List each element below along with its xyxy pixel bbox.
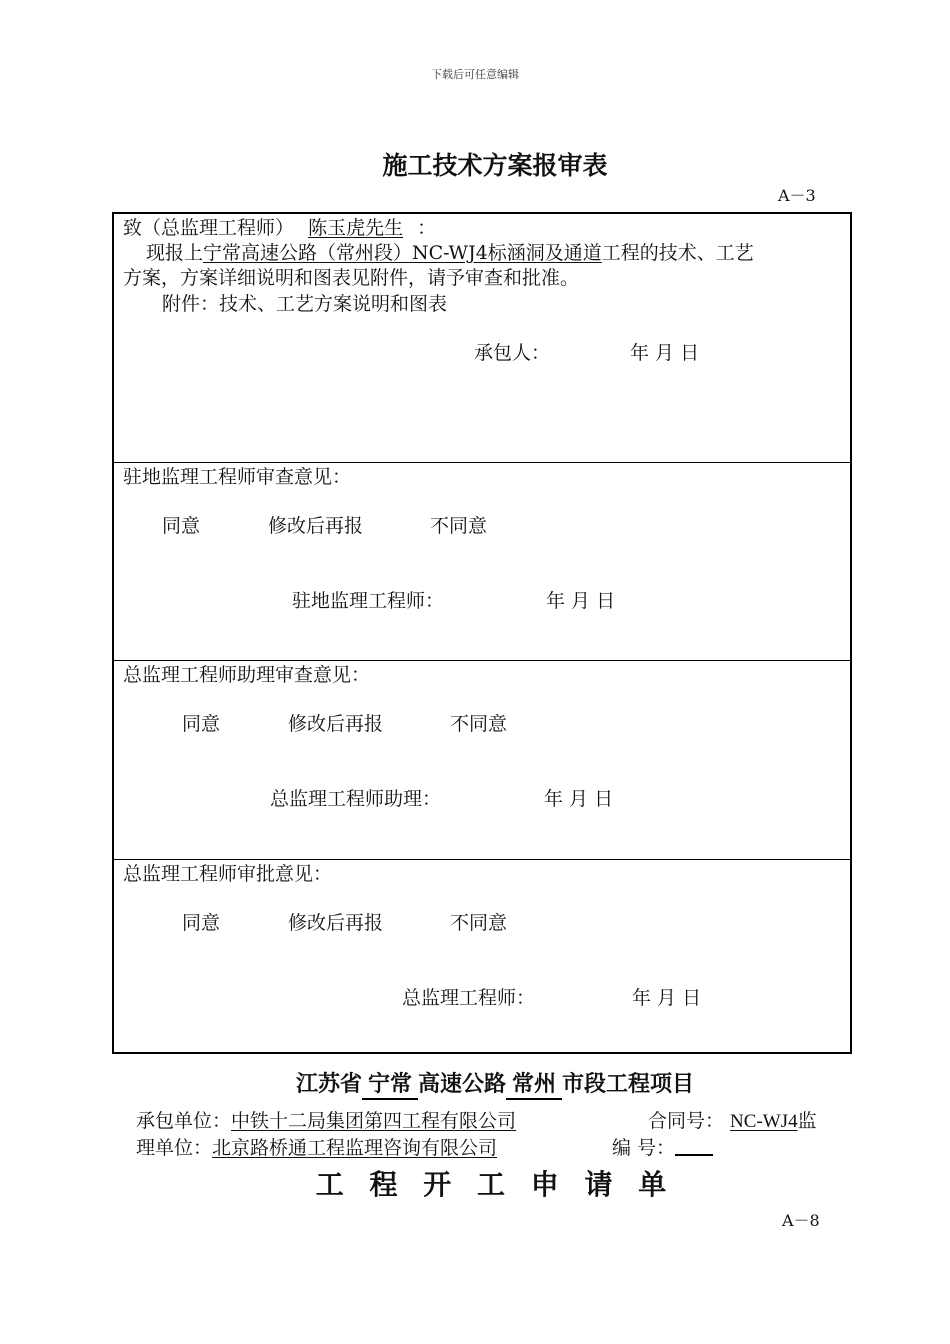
resident-engineer-section <box>114 462 850 661</box>
supervisor-wrap: 监 <box>797 1110 817 1132</box>
download-note: 下载后可任意编辑 <box>431 68 519 81</box>
number-line <box>612 1133 713 1160</box>
resident-signer: 驻地监理工程师： <box>292 590 445 612</box>
application-code: A－8 <box>782 1211 820 1230</box>
addressee-line <box>123 216 436 240</box>
contractor-line <box>136 1106 516 1133</box>
chief-date: 年 月 日 <box>632 987 702 1009</box>
assistant-signer: 总监理工程师助理： <box>270 788 442 810</box>
option-revise: 修改后再报 <box>288 912 384 934</box>
option-disagree: 不同意 <box>430 515 488 537</box>
project-province: 江苏省 <box>295 1071 362 1097</box>
supervisor-line <box>136 1133 497 1160</box>
submission-section <box>114 214 850 462</box>
project-suffix: 市段工程项目 <box>562 1071 695 1097</box>
contractor-label: 承包单位： <box>136 1110 232 1132</box>
report-prefix: 现报上 <box>146 242 204 264</box>
option-disagree: 不同意 <box>450 713 508 735</box>
number-blank <box>675 1136 713 1156</box>
addressee-suffix: ： <box>417 217 437 239</box>
contractor-date: 年 月 日 <box>630 342 700 364</box>
option-disagree: 不同意 <box>450 912 508 934</box>
addressee-name: 陈玉虎先生 <box>308 217 404 239</box>
project-road: 高速公路 <box>417 1071 506 1097</box>
option-agree: 同意 <box>182 912 221 934</box>
chief-engineer-section <box>114 859 850 1053</box>
option-agree: 同意 <box>182 713 221 735</box>
form-title: 施工技术方案报审表 <box>382 151 608 180</box>
assistant-heading: 总监理工程师助理审查意见： <box>123 664 371 686</box>
addressee-prefix: 致（总监理工程师） <box>123 217 295 239</box>
project-segment: 宁常 <box>362 1067 418 1100</box>
assistant-date: 年 月 日 <box>544 788 614 810</box>
option-revise: 修改后再报 <box>268 515 364 537</box>
report-line <box>146 241 754 265</box>
project-name: 宁常高速公路（常州段）NC-WJ4标涵洞及通道 <box>203 242 602 264</box>
form-code: A－3 <box>778 186 816 205</box>
project-city: 常州 <box>506 1067 562 1100</box>
approval-form-table <box>112 212 852 1054</box>
report-line-2: 方案，方案详细说明和图表见附件，请予审查和批准。 <box>123 267 580 289</box>
contract-label: 合同号： <box>648 1110 725 1132</box>
attachment-line: 附件：技术、工艺方案说明和图表 <box>162 293 448 315</box>
option-agree: 同意 <box>162 515 201 537</box>
number-label: 编 号： <box>612 1137 676 1159</box>
contract-number: NC-WJ4 <box>730 1111 798 1132</box>
contract-line <box>648 1106 817 1133</box>
resident-heading: 驻地监理工程师审查意见： <box>123 466 352 488</box>
resident-date: 年 月 日 <box>546 590 616 612</box>
supervisor-name: 北京路桥通工程监理咨询有限公司 <box>212 1137 498 1159</box>
report-suffix: 工程的技术、工艺 <box>601 242 754 264</box>
application-title: 工 程 开 工 申 请 单 <box>315 1168 675 1201</box>
supervisor-label: 理单位： <box>136 1137 213 1159</box>
option-revise: 修改后再报 <box>288 713 384 735</box>
contractor-signer: 承包人： <box>474 342 551 364</box>
assistant-engineer-section <box>114 660 850 860</box>
contractor-name: 中铁十二局集团第四工程有限公司 <box>231 1110 517 1132</box>
project-heading <box>0 1067 950 1100</box>
chief-signer: 总监理工程师： <box>402 987 536 1009</box>
chief-heading: 总监理工程师审批意见： <box>123 863 333 885</box>
